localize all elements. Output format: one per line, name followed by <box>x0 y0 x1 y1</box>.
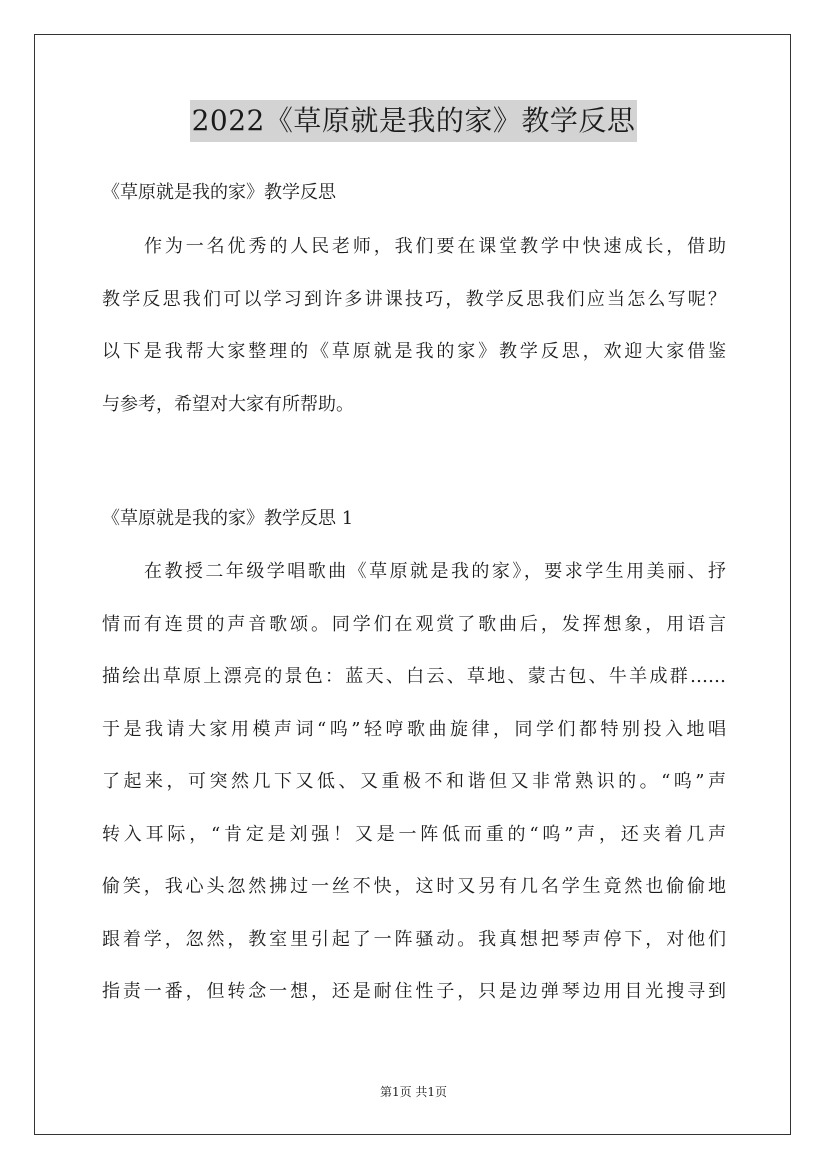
paragraph-line: 转入耳际，“肯定是刘强！又是一阵低而重的“呜”声，还夹着几声 <box>102 823 726 845</box>
paragraph-line: 情而有连贯的声音歌颂。同学们在观赏了歌曲后，发挥想象，用语言 <box>102 613 726 635</box>
paragraph-line: 在教授二年级学唱歌曲《草原就是我的家》，要求学生用美丽、抒 <box>144 561 726 582</box>
title-wrap <box>0 100 827 142</box>
section1-paragraph <box>102 557 726 1030</box>
paragraph-line: 指责一番，但转念一想，还是耐住性子，只是边弹琴边用目光搜寻到 <box>102 981 726 1002</box>
section-heading: 《草原就是我的家》教学反思 <box>102 182 336 203</box>
document-title: 2022《草原就是我的家》教学反思 <box>190 100 638 142</box>
paragraph-line: 跟着学，忽然，教室里引起了一阵骚动。我真想把琴声停下，对他们 <box>102 928 726 950</box>
paragraph-line: 以下是我帮大家整理的《草原就是我的家》教学反思，欢迎大家借鉴 <box>102 341 726 362</box>
paragraph-line: 于是我请大家用模声词“呜”轻哼歌曲旋律，同学们都特别投入地唱 <box>102 718 726 740</box>
paragraph-line: 了起来，可突然几下又低、又重极不和谐但又非常熟识的。“呜”声 <box>102 771 726 792</box>
paragraph-line: 与参考，希望对大家有所帮助。 <box>102 393 354 415</box>
intro-paragraph <box>102 232 726 442</box>
paragraph-line: 作为一名优秀的人民老师，我们要在课堂教学中快速成长，借助 <box>144 236 726 257</box>
paragraph-line: 描绘出草原上漂亮的景色：蓝天、白云、草地、蒙古包、牛羊成群…… <box>102 666 726 687</box>
paragraph-line: 教学反思我们可以学习到许多讲课技巧，教学反思我们应当怎么写呢？ <box>102 288 726 310</box>
paragraph-line: 偷笑，我心头忽然拂过一丝不快，这时又另有几名学生竟然也偷偷地 <box>102 876 726 897</box>
page-footer: 第1页 共1页 <box>379 1085 448 1099</box>
section1-heading: 《草原就是我的家》教学反思 1 <box>102 508 354 529</box>
